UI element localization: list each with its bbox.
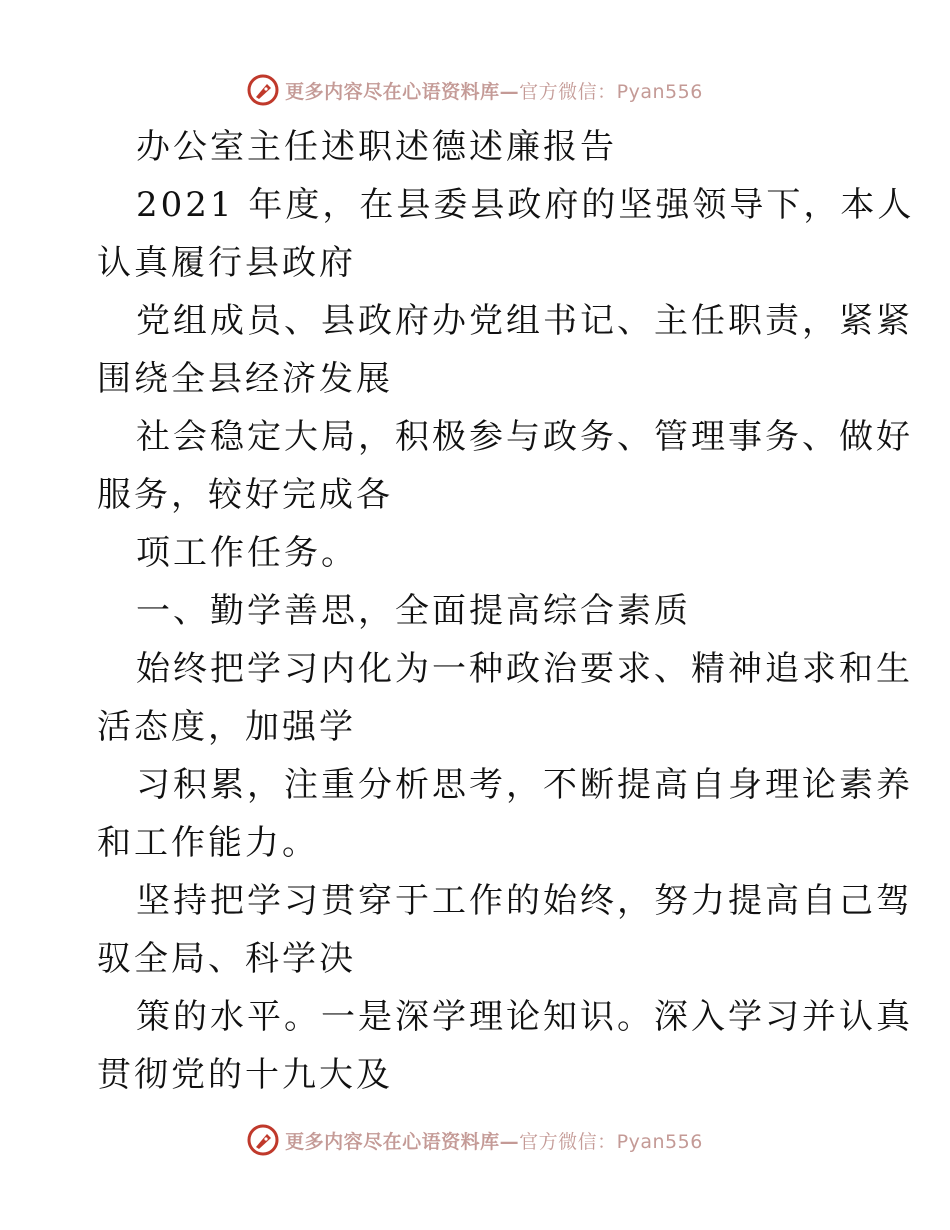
paragraph-line: 坚持把学习贯穿于工作的始终，努力提高自己驾 <box>136 881 913 921</box>
paragraph-line: 社会稳定大局，积极参与政务、管理事务、做好 <box>136 417 913 457</box>
paragraph-line: 党组成员、县政府办党组书记、主任职责，紧紧 <box>136 301 913 341</box>
document-body <box>97 118 915 1104</box>
header-contact-text: 官方微信：Pyan556 <box>519 80 703 103</box>
pen-nib-logo-icon <box>247 74 279 106</box>
paragraph-line: 活态度，加强学 <box>97 707 356 747</box>
paragraph-line: 习积累，注重分析思考，不断提高自身理论素养 <box>136 765 913 805</box>
paragraph-line: 认真履行县政府 <box>97 243 356 283</box>
paragraph-line: 始终把学习内化为一种政治要求、精神追求和生 <box>136 649 913 689</box>
footer-banner <box>0 1120 950 1160</box>
paragraph-line: 和工作能力。 <box>97 823 319 863</box>
paragraph-line: 贯彻党的十九大及 <box>97 1055 393 1095</box>
document-title: 办公室主任述职述德述廉报告 <box>136 127 617 167</box>
footer-contact-text: 官方微信：Pyan556 <box>519 1130 703 1153</box>
header-banner <box>0 70 950 110</box>
paragraph-line: 2021 年度，在县委县政府的坚强领导下，本人 <box>136 185 915 225</box>
paragraph-line: 围绕全县经济发展 <box>97 359 393 399</box>
section-heading: 一、勤学善思，全面提高综合素质 <box>136 591 691 631</box>
header-promo-text: 更多内容尽在心语资料库— <box>285 80 520 103</box>
pen-nib-logo-icon <box>247 1124 279 1156</box>
paragraph-line: 驭全局、科学决 <box>97 939 356 979</box>
paragraph-line: 项工作任务。 <box>136 533 358 573</box>
footer-promo-text: 更多内容尽在心语资料库— <box>285 1130 520 1153</box>
paragraph-line: 策的水平。一是深学理论知识。深入学习并认真 <box>136 997 913 1037</box>
paragraph-line: 服务，较好完成各 <box>97 475 393 515</box>
